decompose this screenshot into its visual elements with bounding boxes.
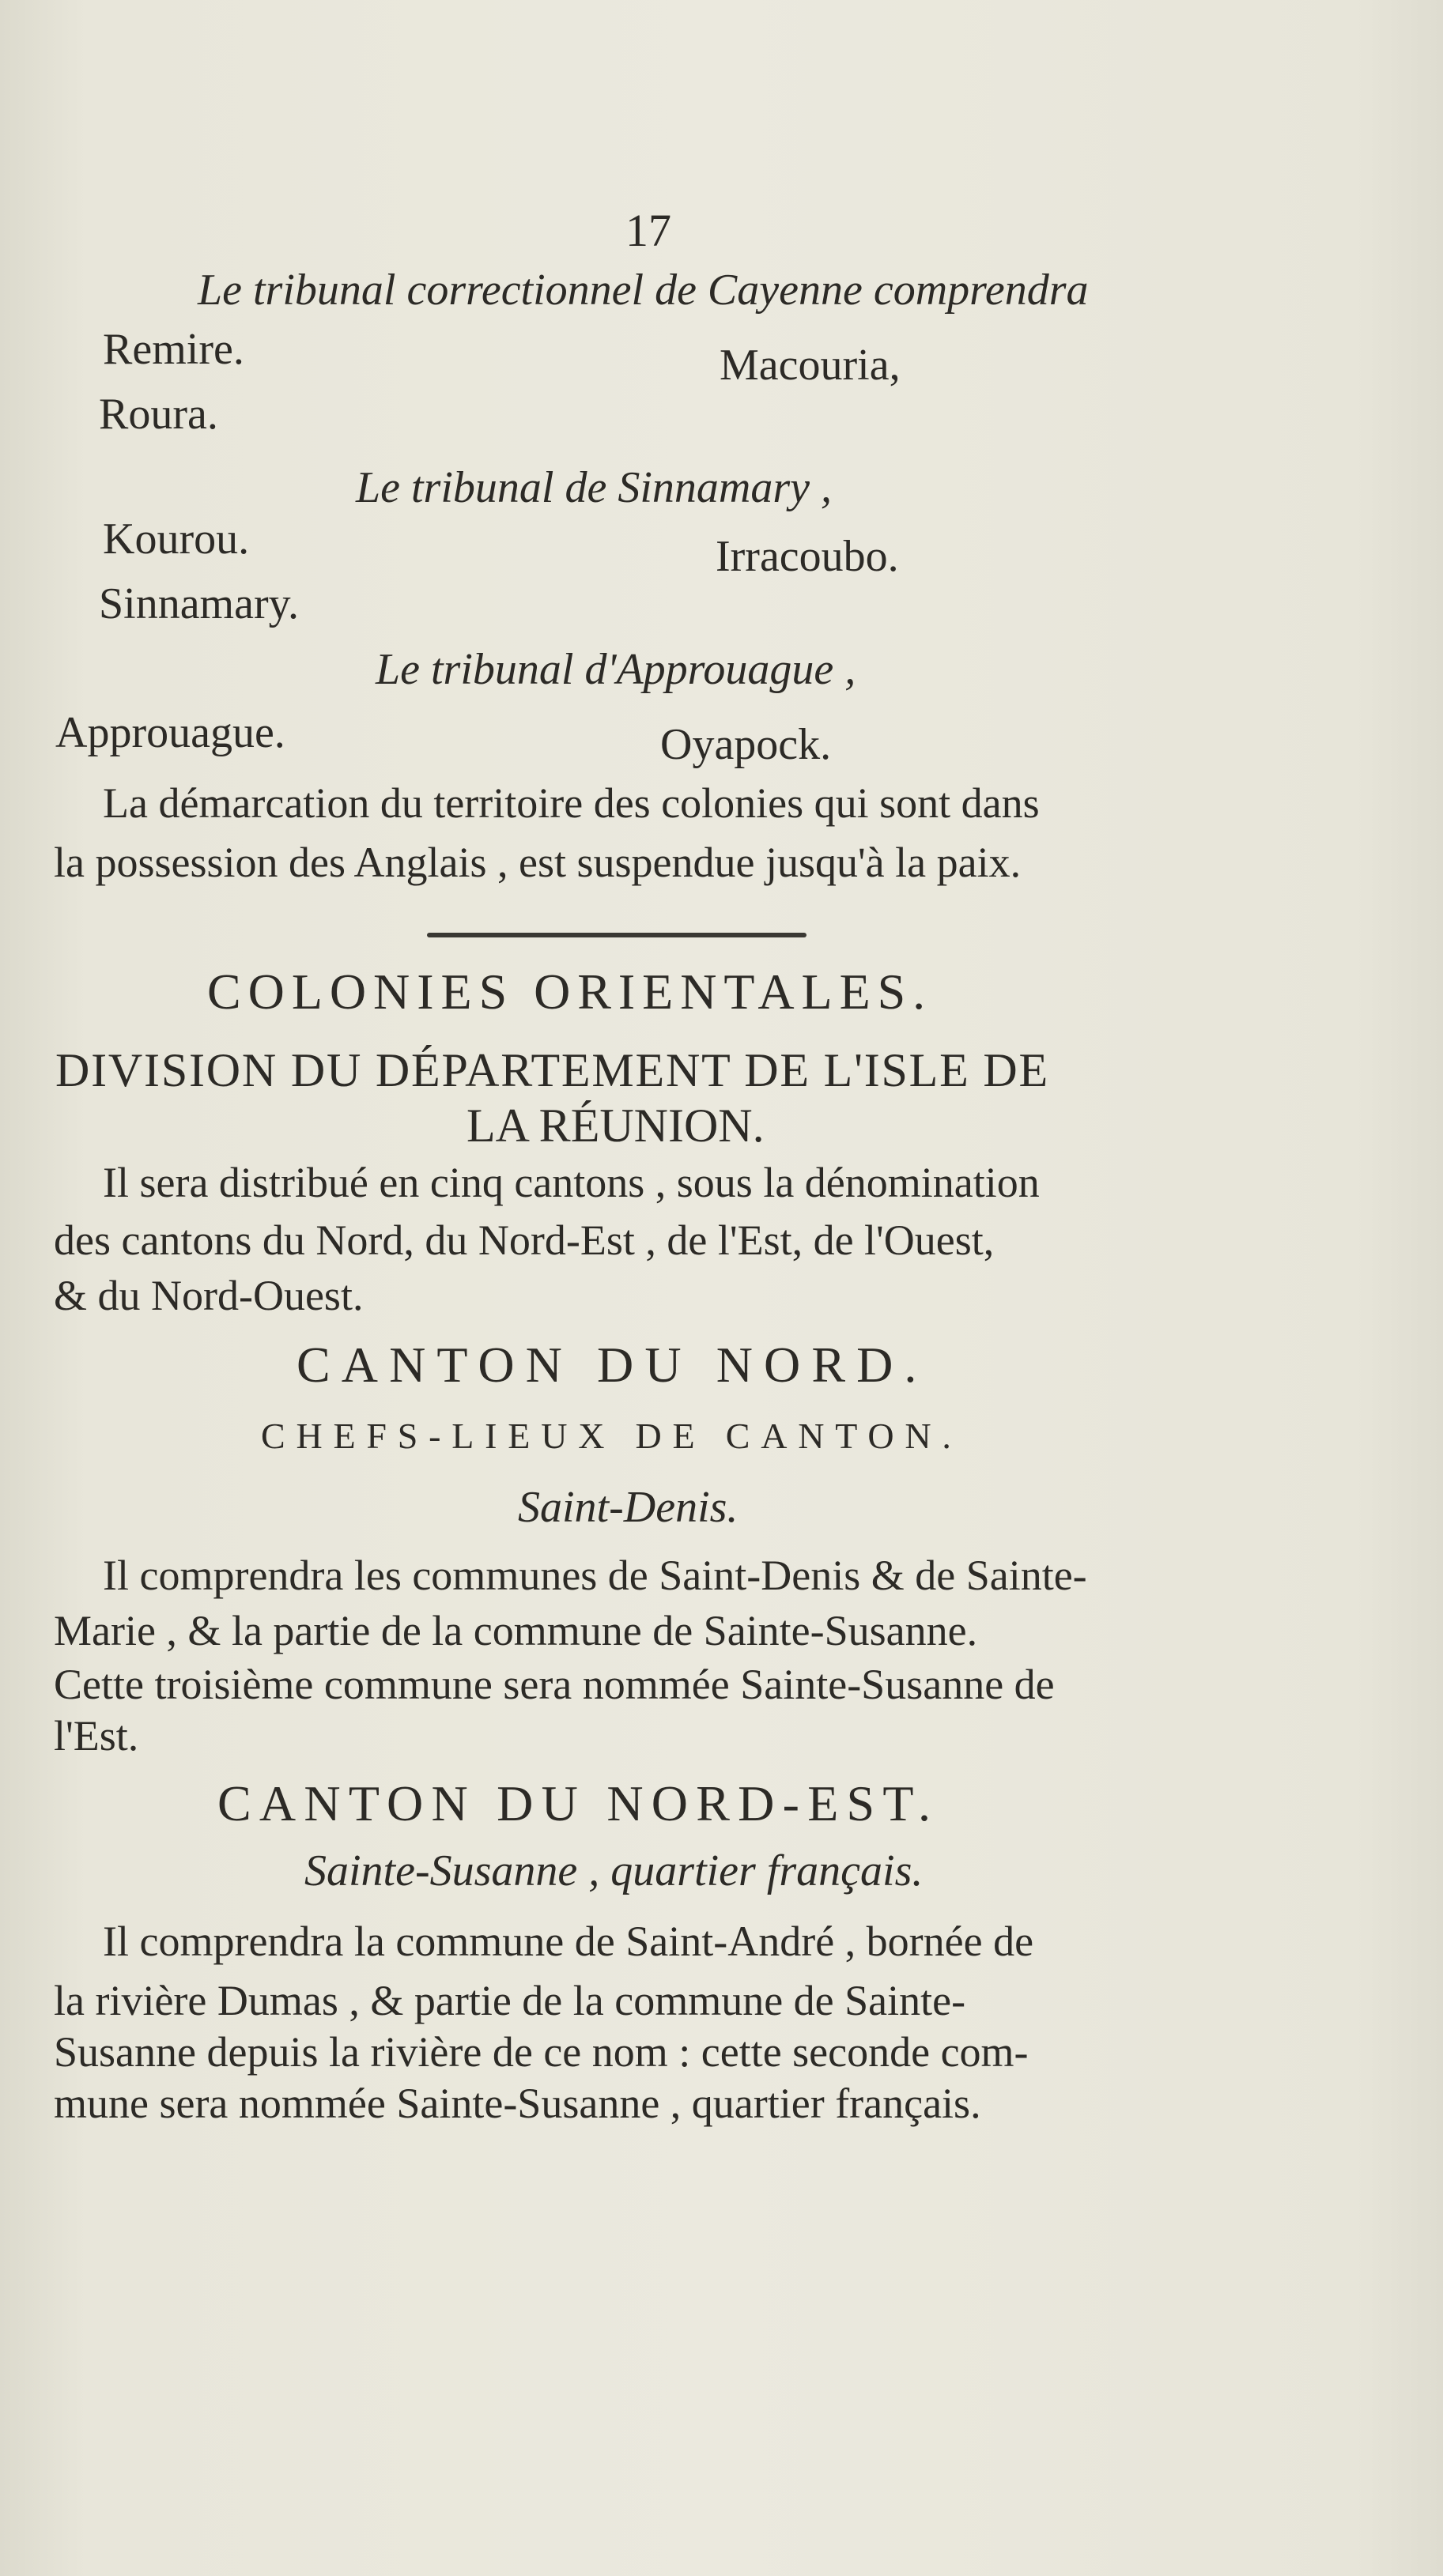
page-number: 17	[625, 205, 671, 256]
demarcation-line-2: la possession des Anglais , est suspendue jusqu'à la paix.	[54, 839, 1022, 886]
division-heading-line-1: DIVISION DU DÉPARTEMENT DE L'ISLE DE	[55, 1044, 1049, 1096]
commune-macouria: Macouria,	[720, 341, 901, 390]
section-divider	[427, 933, 806, 937]
commune-irracoubo: Irracoubo.	[716, 532, 899, 581]
canton-nord-text-line-4: l'Est.	[54, 1712, 139, 1759]
commune-oyapock: Oyapock.	[660, 720, 832, 769]
canton-nord-est-text-line-3: Susanne depuis la rivière de ce nom : cette seconde com-	[54, 2028, 1029, 2076]
demarcation-line-1: La démarcation du territoire des colonies qui sont dans	[103, 779, 1040, 827]
canton-nord-text-line-2: Marie , & la partie de la commune de Sainte-Susanne.	[54, 1607, 978, 1654]
commune-roura: Roura.	[99, 390, 218, 439]
canton-nord-est-text-line-4: mune sera nommée Sainte-Susanne , quartier français.	[54, 2080, 981, 2127]
division-heading-line-2: LA RÉUNION.	[467, 1099, 765, 1152]
commune-remire: Remire.	[103, 325, 244, 374]
commune-kourou: Kourou.	[103, 515, 250, 564]
saint-denis-place: Saint-Denis.	[518, 1483, 738, 1532]
approuague-heading: Le tribunal d'Approuague ,	[376, 645, 856, 694]
chefs-lieux-heading: CHEFS-LIEUX DE CANTON.	[261, 1416, 962, 1456]
canton-nord-est-text-line-2: la rivière Dumas , & partie de la commune de Sainte-	[54, 1977, 966, 2024]
canton-nord-text-line-1: Il comprendra les communes de Saint-Denis & de Sainte-	[103, 1552, 1087, 1599]
commune-sinnamary: Sinnamary.	[99, 579, 299, 628]
canton-nord-est-text-line-1: Il comprendra la commune de Saint-André , bornée de	[103, 1918, 1034, 1965]
sainte-susanne-place: Sainte-Susanne , quartier français.	[304, 1846, 924, 1895]
orientales-text-line-1: Il sera distribué en cinq cantons , sous la dénomination	[103, 1159, 1040, 1206]
sinnamary-heading: Le tribunal de Sinnamary ,	[356, 463, 832, 512]
canton-nord-text-line-3: Cette troisième commune sera nommée Sainte-Susanne de	[54, 1661, 1055, 1708]
commune-approuague: Approuague.	[55, 708, 285, 757]
canton-nord-title: CANTON DU NORD.	[297, 1337, 928, 1393]
canton-nord-est-title: CANTON DU NORD-EST.	[217, 1775, 939, 1831]
orientales-text-line-3: & du Nord-Ouest.	[54, 1272, 364, 1319]
orientales-text-line-2: des cantons du Nord, du Nord-Est , de l'Est, de l'Ouest,	[54, 1216, 995, 1264]
colonies-orientales-title: COLONIES ORIENTALES.	[207, 964, 933, 1020]
cayenne-heading: Le tribunal correctionnel de Cayenne comprendra	[198, 266, 1089, 315]
